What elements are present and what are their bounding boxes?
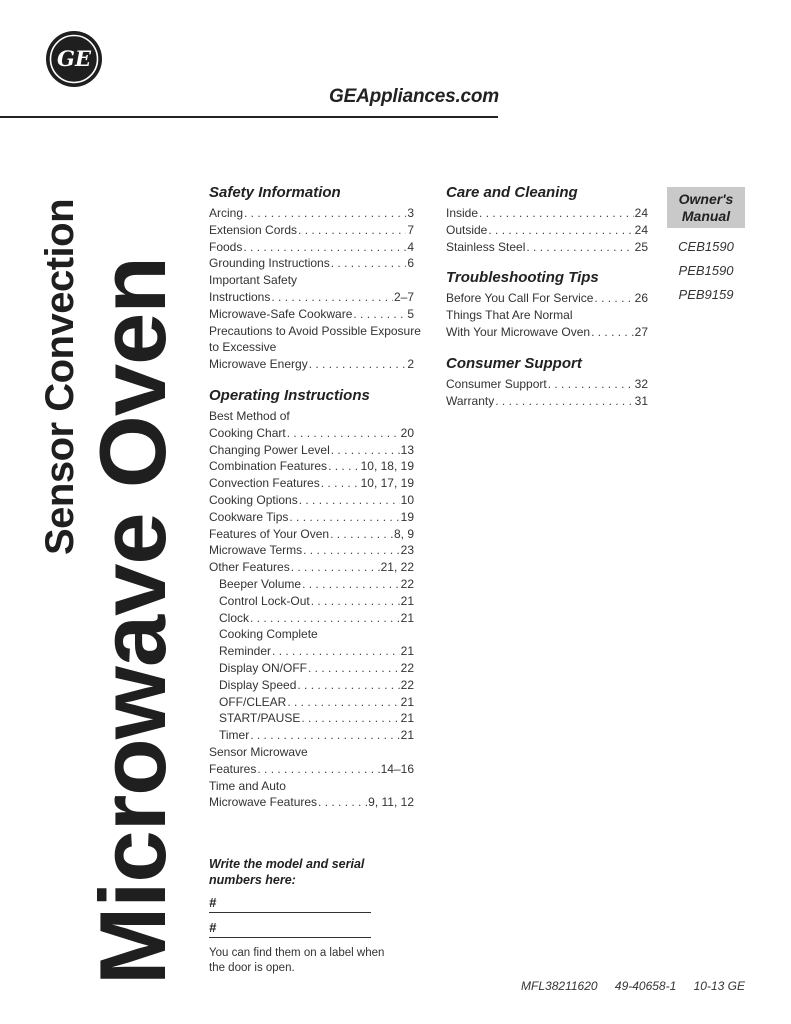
- toc-entry: [446, 205, 648, 222]
- toc-entry-page: 13: [400, 442, 414, 457]
- toc-entry: [209, 356, 414, 373]
- toc-entry-page: 26: [634, 291, 648, 306]
- toc-entry-label: Microwave Terms: [209, 543, 303, 558]
- toc-entry-page: 22: [400, 660, 414, 675]
- toc-entry-label: Features: [209, 761, 257, 776]
- badge-line: Manual: [681, 208, 731, 224]
- toc-entry-page: 21: [400, 694, 414, 709]
- toc-entry: [209, 710, 414, 727]
- toc-leader-dots: [287, 694, 399, 711]
- toc-leader-dots: [301, 710, 399, 727]
- toc-leader-dots: [308, 660, 400, 677]
- toc-entry-page: 21: [400, 711, 414, 726]
- toc-leader-dots: [299, 492, 400, 509]
- toc-entry-label: Convection Features: [209, 476, 320, 491]
- toc-entry-text: to Excessive: [209, 340, 277, 355]
- toc-entry-page: 24: [634, 222, 648, 237]
- toc-entry-page: 22: [400, 677, 414, 692]
- toc-entry-page: 6: [407, 256, 414, 271]
- toc-leader-dots: [488, 222, 633, 239]
- toc-entry: [209, 458, 414, 475]
- toc-entry-page: 2: [407, 357, 414, 372]
- toc-entry: [209, 576, 414, 593]
- toc-leader-dots: [309, 356, 407, 373]
- header-rule: [0, 116, 498, 118]
- toc-leader-dots: [272, 643, 400, 660]
- toc-entry-page: 9, 11, 12: [368, 795, 414, 810]
- toc-entry-page: 10, 17, 19: [360, 476, 414, 491]
- toc-leader-dots: [250, 727, 399, 744]
- toc-entry-label: Grounding Instructions: [209, 256, 330, 271]
- toc-entry-page: 21: [400, 610, 414, 625]
- toc-entry-page: 21: [400, 644, 414, 659]
- toc-entry-label: Foods: [209, 239, 243, 254]
- toc-entry-label: Beeper Volume: [219, 576, 302, 591]
- toc-section-care: [446, 184, 648, 255]
- toc-leader-dots: [495, 393, 633, 410]
- toc-entry: [446, 290, 648, 307]
- toc-entry-label: Cookware Tips: [209, 509, 289, 524]
- toc-entry-page: 4: [407, 239, 414, 254]
- toc-entry-page: 22: [400, 576, 414, 591]
- toc-entry: [446, 239, 648, 256]
- serial-title: Write the model and serial: [209, 857, 365, 871]
- toc-entry: [446, 324, 648, 341]
- toc-entry-page: 7: [407, 222, 414, 237]
- toc-entry: [209, 542, 414, 559]
- toc-leader-dots: [331, 442, 400, 459]
- toc-section-title: Troubleshooting Tips: [446, 269, 599, 287]
- model-list: [667, 235, 745, 307]
- toc-entry: [209, 727, 414, 744]
- toc-entry-label: Display ON/OFF: [219, 660, 308, 675]
- toc-entry: [209, 794, 414, 811]
- toc-section-title: Care and Cleaning: [446, 184, 578, 201]
- badge-line: Owner's: [678, 191, 734, 207]
- toc-entry-label: Stainless Steel: [446, 239, 526, 254]
- footer-codes: [507, 979, 745, 993]
- toc-section-consumer: [446, 355, 648, 410]
- toc-entry-page: 27: [634, 324, 648, 339]
- toc-entry-page: 2–7: [393, 289, 414, 304]
- toc-leader-dots: [303, 542, 400, 559]
- toc-entry: [209, 475, 414, 492]
- serial-note: [209, 946, 409, 976]
- toc-entry-page: 32: [634, 376, 648, 391]
- toc-leader-dots: [318, 794, 367, 811]
- toc-leader-dots: [328, 458, 360, 475]
- toc-entry-label: Microwave-Safe Cookware: [209, 306, 353, 321]
- toc-entry-label: Clock: [219, 610, 250, 625]
- toc-entry: [209, 509, 414, 526]
- toc-column-left: [209, 184, 421, 811]
- toc-entry-label: Consumer Support: [446, 376, 547, 391]
- serial-number-field: #: [209, 919, 371, 938]
- toc-entry-page: 14–16: [380, 761, 414, 776]
- toc-entry-page: 24: [634, 206, 648, 220]
- toc-entry-label: Warranty: [446, 393, 495, 408]
- toc-entry: [209, 239, 414, 256]
- toc-section-operating: [209, 387, 414, 811]
- serial-note-line: You can find them on a label when: [209, 947, 385, 959]
- toc-entry-label: Microwave Energy: [209, 357, 308, 372]
- model-number-field: #: [209, 894, 371, 913]
- serial-number-block: [209, 856, 409, 976]
- toc-entry: [209, 677, 414, 694]
- toc-entry: [209, 559, 414, 576]
- toc-entry-label: Changing Power Level: [209, 442, 330, 457]
- toc-entry-label: Cooking Chart: [209, 425, 286, 440]
- toc-entry: [209, 306, 414, 323]
- toc-entry-label: Cooking Options: [209, 492, 298, 507]
- toc-leader-dots: [526, 239, 633, 256]
- toc-entry-label: START/PAUSE: [219, 711, 301, 726]
- toc-section-title: Safety Information: [209, 184, 341, 201]
- toc-section-title: Operating Instructions: [209, 386, 370, 404]
- toc-entry: [209, 526, 414, 543]
- toc-leader-dots: [298, 222, 406, 239]
- toc-entry: [209, 255, 414, 272]
- toc-entry-page: 21, 22: [380, 560, 414, 575]
- toc-entry-page: 8, 9: [393, 526, 414, 541]
- toc-leader-dots: [548, 376, 634, 393]
- toc-entry-page: 23: [400, 543, 414, 558]
- toc-entry-label: Reminder: [219, 644, 272, 659]
- toc-entry-page: 20: [400, 425, 414, 440]
- owners-manual-badge: [667, 187, 745, 228]
- toc-leader-dots: [271, 289, 393, 306]
- toc-entry-label: Inside: [446, 206, 479, 220]
- toc-entry-page: 21: [400, 593, 414, 608]
- toc-leader-dots: [330, 526, 393, 543]
- toc-entry-label: Microwave Features: [209, 795, 318, 810]
- toc-entry: [209, 442, 414, 459]
- toc-entry-text: Time and Auto: [209, 778, 286, 793]
- toc-entry-page: 10, 18, 19: [360, 459, 414, 474]
- toc-entry-page: 5: [407, 306, 414, 321]
- toc-entry: [446, 222, 648, 239]
- toc-entry-label: Instructions: [209, 289, 271, 304]
- toc-entry: [209, 610, 414, 627]
- toc-leader-dots: [287, 425, 400, 442]
- product-title: Microwave Oven: [80, 257, 185, 985]
- toc-section-troubleshooting: [446, 269, 648, 340]
- toc-entry: [209, 593, 414, 610]
- toc-entry-label: Other Features: [209, 560, 290, 575]
- toc-leader-dots: [291, 559, 380, 576]
- product-subtitle: Sensor Convection: [38, 198, 82, 555]
- toc-entry-text: Best Method of: [209, 408, 290, 423]
- toc-entry-text: Things That Are Normal: [446, 308, 573, 323]
- publication-number: 49-40658-1: [614, 979, 677, 993]
- part-number: MFL38211620: [521, 979, 598, 993]
- toc-leader-dots: [257, 761, 379, 778]
- serial-title: numbers here:: [209, 873, 296, 887]
- toc-entry: [209, 643, 414, 660]
- toc-entry: [209, 205, 414, 222]
- toc-entry: [209, 289, 414, 306]
- ge-logo-icon: [45, 30, 103, 88]
- toc-leader-dots: [297, 677, 399, 694]
- toc-entry-page: 3: [407, 206, 414, 220]
- toc-column-right: [446, 184, 648, 409]
- toc-entry-page: 25: [634, 239, 648, 254]
- toc-entry-label: With Your Microwave Oven: [446, 324, 591, 339]
- toc-leader-dots: [302, 576, 400, 593]
- toc-entry-label: Features of Your Oven: [209, 526, 330, 541]
- svg-text:GE: GE: [57, 46, 91, 71]
- toc-leader-dots: [311, 593, 400, 610]
- toc-entry: [209, 761, 414, 778]
- toc-section-safety: [209, 184, 421, 373]
- toc-entry-text: Cooking Complete: [219, 627, 318, 642]
- model-number: PEB1590: [678, 263, 734, 278]
- toc-leader-dots: [594, 290, 633, 307]
- toc-leader-dots: [250, 610, 400, 627]
- toc-leader-dots: [331, 255, 407, 272]
- site-url[interactable]: GEAppliances.com: [329, 86, 499, 107]
- toc-entry: [209, 222, 414, 239]
- toc-leader-dots: [353, 306, 406, 323]
- toc-entry-page: 21: [400, 728, 414, 743]
- toc-entry: [209, 492, 414, 509]
- toc-leader-dots: [591, 324, 634, 341]
- toc-leader-dots: [243, 239, 406, 256]
- toc-entry-page: 31: [634, 393, 648, 408]
- toc-entry: [209, 425, 414, 442]
- toc-entry-label: Control Lock-Out: [219, 593, 310, 608]
- toc-leader-dots: [479, 205, 634, 222]
- toc-entry-text: Sensor Microwave: [209, 744, 308, 759]
- toc-entry-page: 19: [400, 509, 414, 524]
- toc-entry-label: Combination Features: [209, 459, 328, 474]
- toc-leader-dots: [244, 205, 406, 222]
- toc-entry: [446, 376, 648, 393]
- toc-leader-dots: [321, 475, 360, 492]
- serial-note-line: the door is open.: [209, 962, 295, 974]
- toc-entry-text: Precautions to Avoid Possible Exposure: [209, 323, 421, 338]
- toc-entry-label: Outside: [446, 222, 488, 237]
- toc-entry-label: Arcing: [209, 206, 244, 220]
- toc-entry-text: Important Safety: [209, 273, 298, 288]
- model-number: PEB9159: [678, 287, 734, 302]
- toc-leader-dots: [289, 509, 399, 526]
- toc-entry-label: Extension Cords: [209, 222, 298, 237]
- toc-entry: [209, 694, 414, 711]
- toc-entry: [446, 393, 648, 410]
- toc-entry-label: Display Speed: [219, 677, 297, 692]
- toc-entry-label: Before You Call For Service: [446, 291, 594, 306]
- toc-entry: [209, 660, 414, 677]
- toc-entry-page: 10: [400, 492, 414, 507]
- toc-section-title: Consumer Support: [446, 354, 582, 372]
- date-code: 10-13 GE: [693, 979, 745, 993]
- toc-entry-label: Timer: [219, 728, 250, 743]
- model-number: CEB1590: [678, 239, 734, 254]
- toc-entry-label: OFF/CLEAR: [219, 694, 287, 709]
